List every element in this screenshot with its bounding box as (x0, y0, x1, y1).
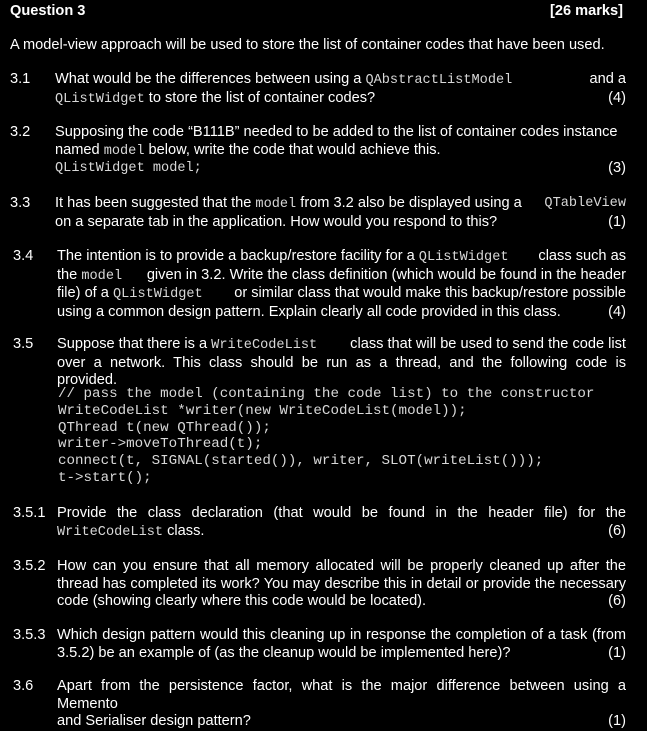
question-marks: (3) (608, 160, 626, 177)
code-term: model (103, 143, 145, 159)
code-term: model (81, 268, 123, 284)
question-number: 3.5.1 (13, 505, 46, 521)
question-text: Apart from the persistence factor, what is the major difference between using a Memento and Serialiser design pattern? (1) (57, 678, 626, 730)
code-term: QTableView (544, 196, 626, 211)
question-marks: (4) (608, 303, 626, 320)
question-marks: (6) (608, 522, 626, 539)
question-marks: (1) (608, 213, 626, 230)
question-text: Supposing the code “B111B” needed to be added to the list of container codes instance named model below, write the code that would achieve this. QListWidget model; (3) (55, 124, 626, 177)
code-term: QListWidget (418, 250, 509, 265)
code-block (58, 386, 594, 487)
code-term: WriteCodeList (211, 338, 318, 353)
code-term: QAbstractListModel (365, 73, 513, 88)
question-number: 3.1 (10, 71, 31, 87)
question-number: 3.5.2 (13, 558, 46, 574)
code-term: QListWidget (112, 287, 203, 303)
question-text: Suppose that there is a WriteCodeList class that will be used to send the code list over a network. This class should be run as a thread, and the following code is provided. (57, 336, 626, 389)
question-header (10, 3, 623, 21)
question-marks: (6) (608, 593, 626, 610)
code-line: writer->moveToThread(t); (58, 436, 263, 453)
question-text: Provide the class declaration (that would be found in the header file) for the WriteCodeList class. (6) (57, 505, 626, 540)
question-total-marks: [26 marks] (549, 3, 623, 19)
question-marks: (1) (608, 644, 626, 661)
question-text: Which design pattern would this cleaning up in response the completion of a task (from 3.5.2) be an example of (as the cleanup would be implemented here)? (1) (57, 627, 626, 661)
question-text: It has been suggested that the model from 3.2 also be displayed using a QTableView on a separate tab in the application. How would you respond to this? (1) (55, 195, 626, 230)
code-line: t->start(); (58, 469, 152, 486)
question-text: How can you ensure that all memory allocated will be properly cleaned up after the thread has completed its work? You may describe this in detail or provide the necessary code (showing clearly where this code would be located). (6) (57, 558, 626, 610)
code-line: WriteCodeList *writer(new WriteCodeList(model)); (58, 402, 467, 419)
code-line: connect(t, SIGNAL(started()), writer, SLOT(writeList())); (58, 453, 544, 470)
code-line: // pass the model (containing the code list) to the constructor (58, 386, 595, 402)
question-marks: (4) (608, 89, 626, 106)
code-snippet: QListWidget model; (55, 161, 202, 177)
question-marks: (1) (608, 713, 626, 730)
code-term: WriteCodeList (57, 524, 164, 540)
question-intro: A model-view approach will be used to store the list of container codes that have been used. (10, 37, 605, 53)
question-number: 3.6 (13, 678, 34, 694)
question-title: Question 3 (10, 3, 86, 19)
code-term: QListWidget (55, 91, 145, 107)
question-number: 3.3 (10, 195, 31, 211)
code-line: QThread t(new QThread()); (58, 419, 271, 436)
question-text: What would be the differences between using a QAbstractListModel and a QListWidget to store the list of container codes? (4) (55, 71, 626, 107)
question-number: 3.2 (10, 124, 31, 140)
question-text: The intention is to provide a backup/restore facility for a QListWidget class such as the model given in 3.2. Write the class definition (which would be found in the header file) of a QListWidget or similar class that would make this backup/restore possible using a common design pattern. Explain clearly all code provided in this class. (4) (57, 248, 626, 320)
question-number: 3.5.3 (13, 627, 46, 643)
question-number: 3.4 (13, 248, 34, 264)
question-number: 3.5 (13, 336, 34, 352)
code-term: model (255, 197, 297, 212)
